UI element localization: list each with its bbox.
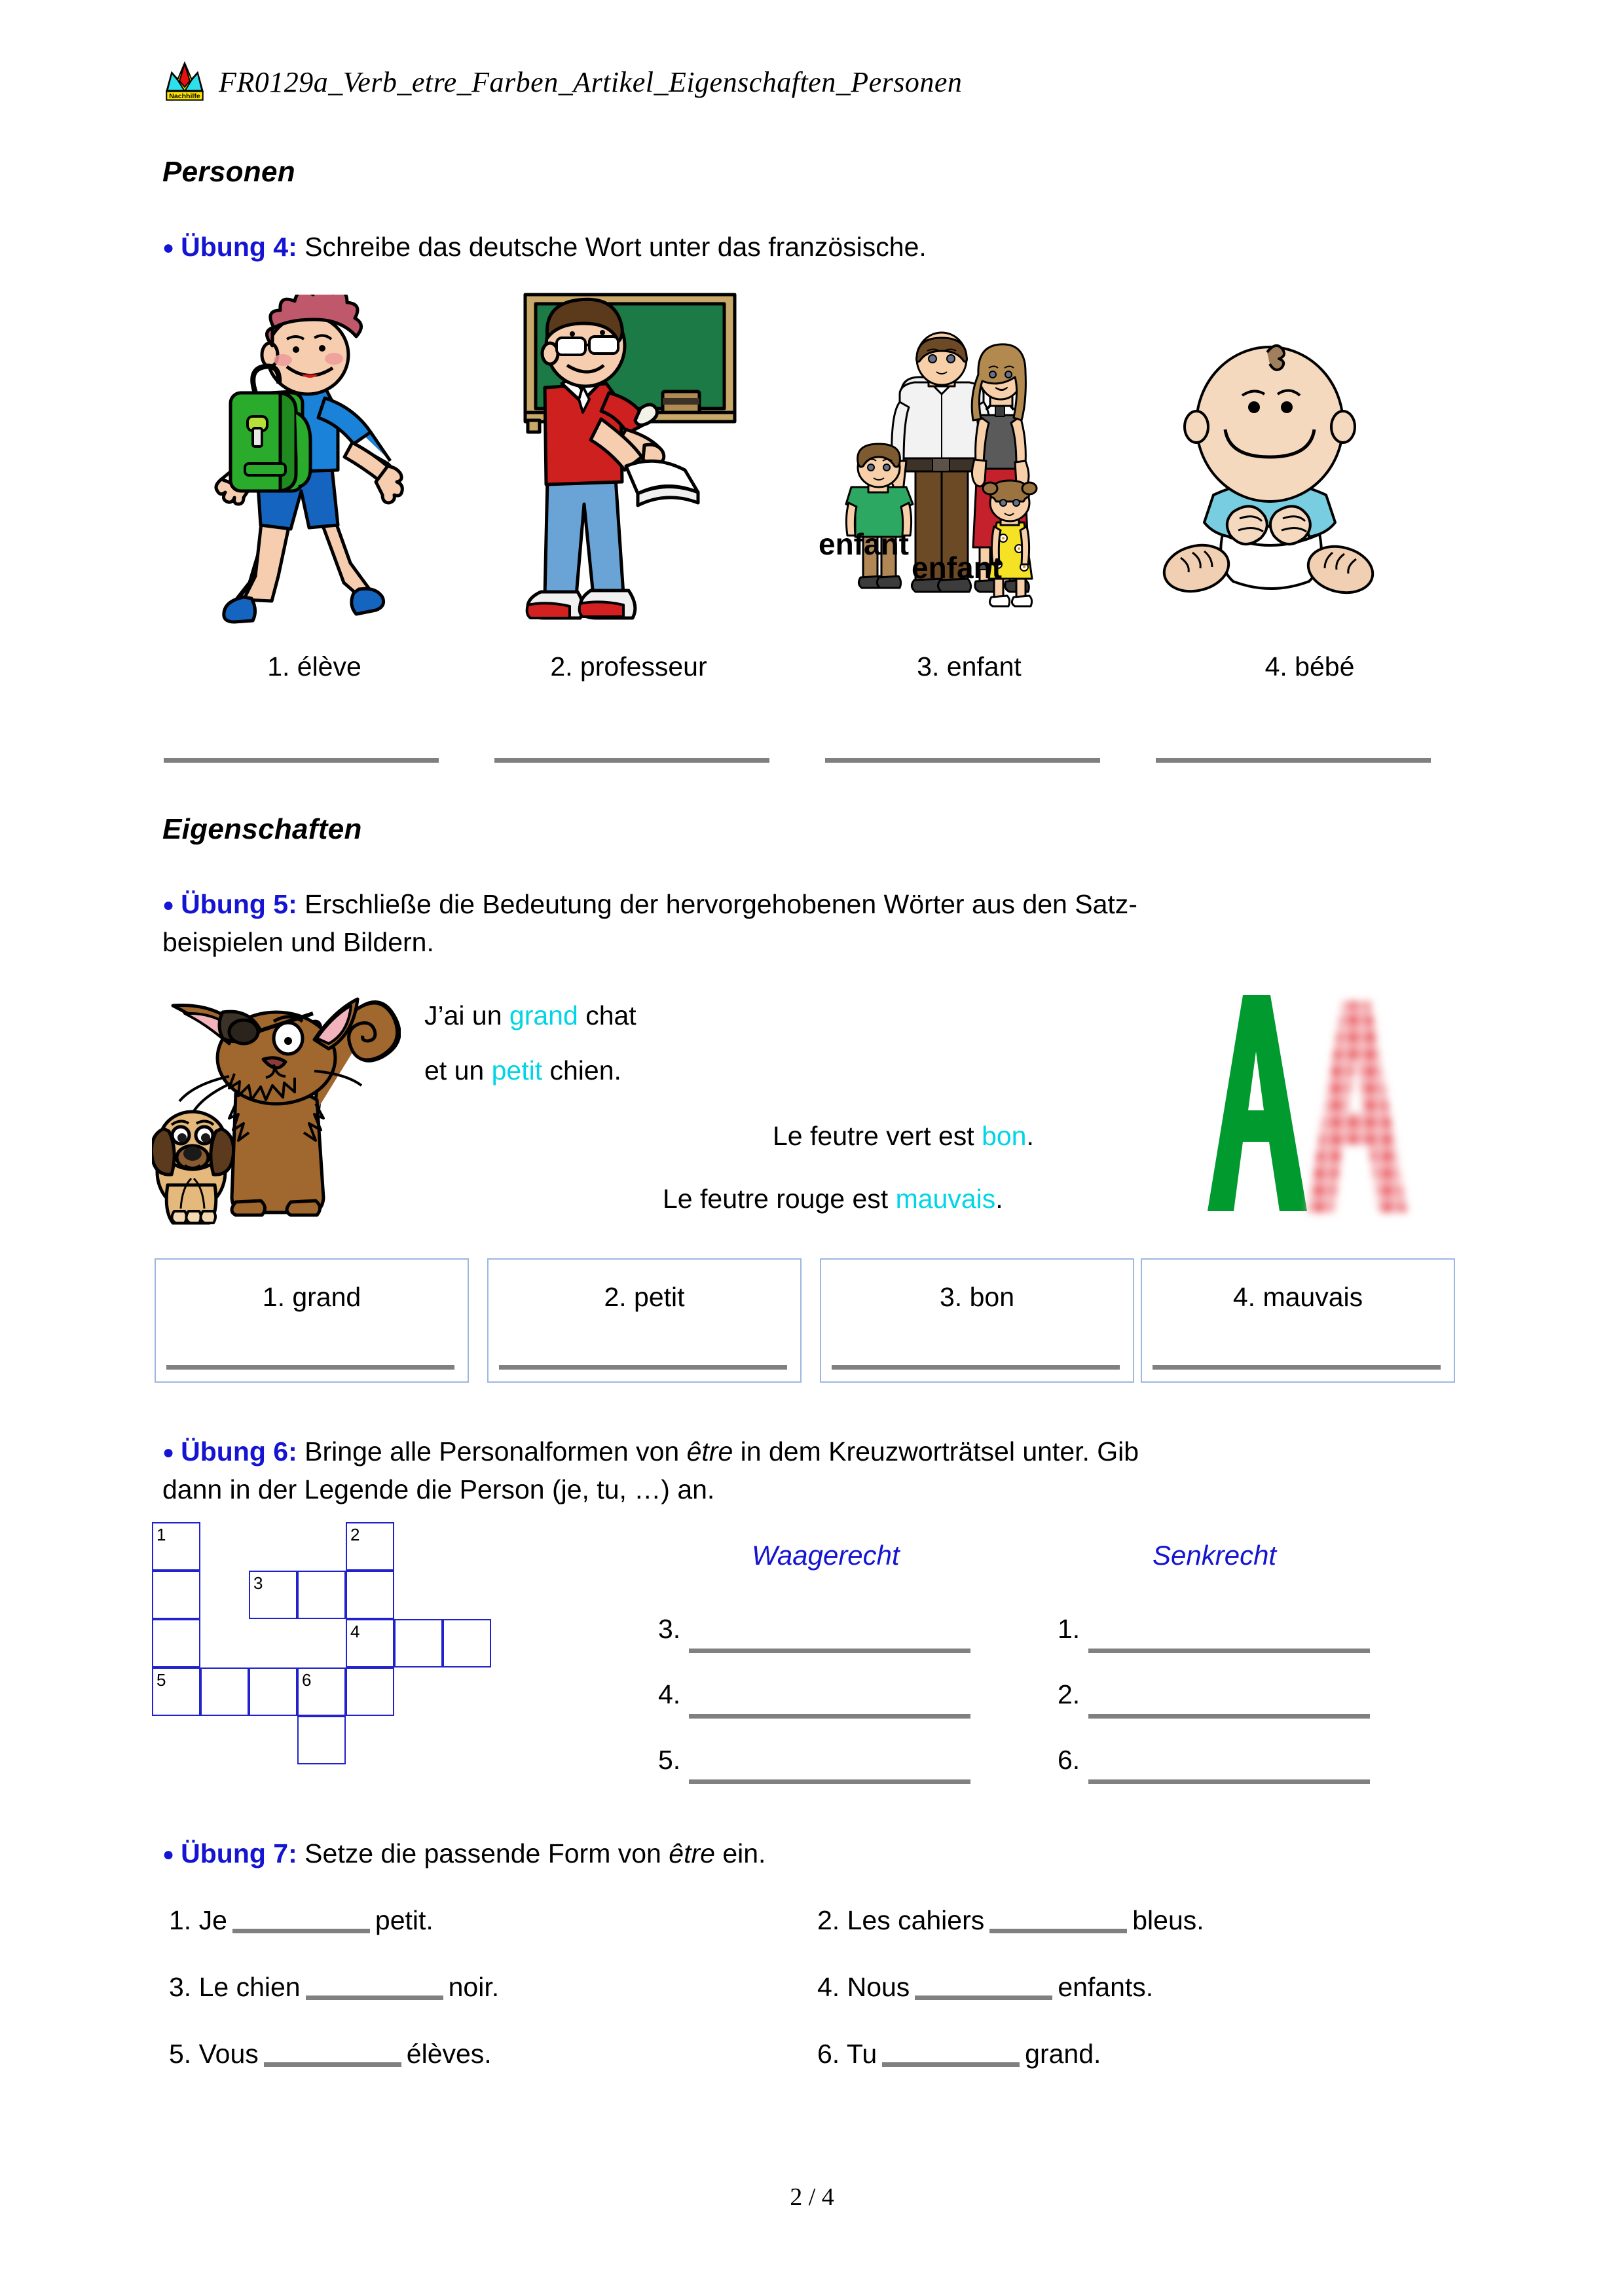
caption-3: 3. enfant <box>917 651 1022 682</box>
legend-across-line-4[interactable] <box>689 1714 970 1719</box>
exercise-7-blank-3[interactable] <box>306 1995 443 2000</box>
exercise-7-sentence-5-after: élèves. <box>406 2039 492 2069</box>
exercise-7-instruction <box>162 1834 1446 1873</box>
legend-down-line-1[interactable] <box>1088 1649 1370 1653</box>
sentence-3-highlight: bon <box>982 1121 1027 1151</box>
crossword-cell-c4r1[interactable] <box>346 1571 394 1619</box>
answer-line-2[interactable] <box>494 758 769 763</box>
legend-down-line-2[interactable] <box>1088 1714 1370 1719</box>
legend-across-item-5: 5. <box>658 1745 681 1775</box>
word-box-3-answer-line[interactable] <box>832 1365 1120 1370</box>
caption-4: 4. bébé <box>1264 651 1355 682</box>
image-big-cat-and-small-dog <box>152 975 401 1241</box>
legend-across-item-3: 3. <box>658 1614 681 1644</box>
word-box-3[interactable] <box>820 1258 1134 1383</box>
sentence-2-after: chien. <box>542 1055 621 1085</box>
exercise-7-verb-etre: être <box>669 1838 715 1868</box>
exercise-7-blank-1[interactable] <box>232 1929 370 1933</box>
crossword-number-2: 2 <box>350 1525 360 1544</box>
exercise-5-instruction-line2-wrap <box>162 923 1446 962</box>
crossword-cell-c6r2[interactable] <box>443 1619 491 1667</box>
faded-red-letter-a-glyph <box>1307 1002 1407 1212</box>
sentence-1-highlight: grand <box>509 1000 578 1030</box>
exercise-6-tag: Übung 6: <box>181 1436 297 1467</box>
word-box-1-answer-line[interactable] <box>166 1365 454 1370</box>
exercise-7-sentence-4-after: enfants. <box>1058 1972 1154 2002</box>
image-letter-a-comparison <box>1145 982 1420 1228</box>
exercise-4-instruction <box>162 228 1446 266</box>
sentence-3-after: . <box>1026 1121 1034 1151</box>
crossword-number-6: 6 <box>302 1670 312 1690</box>
legend-across-item-4: 4. <box>658 1679 681 1709</box>
exercise-6-instruction-part2: in dem Kreuzworträtsel unter. Gib <box>733 1436 1139 1467</box>
sentence-1-after: chat <box>578 1000 637 1030</box>
legend-down-item-1: 1. <box>1058 1614 1080 1644</box>
legend-down-item-6: 6. <box>1058 1745 1080 1775</box>
exercise-7-sentence-4-before: 4. Nous <box>817 1972 910 2002</box>
caption-2: 2. professeur <box>550 651 707 682</box>
sentence-1 <box>424 1000 637 1031</box>
section-heading-eigenschaften: Eigenschaften <box>162 813 362 845</box>
green-letter-a-glyph <box>1208 995 1307 1211</box>
exercise-6-instruction <box>162 1432 1446 1471</box>
word-box-1-label: 1. grand <box>262 1282 361 1312</box>
exercise-7-sentence-6-before: 6. Tu <box>817 2039 877 2069</box>
exercise-6-instruction-line2: dann in der Legende die Person (je, tu, …) an. <box>162 1474 715 1504</box>
exercise-6-verb-etre: être <box>686 1436 733 1467</box>
legend-heading-waagerecht: Waagerecht <box>752 1540 900 1571</box>
crossword-number-5: 5 <box>157 1670 166 1690</box>
sentence-3-before: Le feutre vert est <box>773 1121 982 1151</box>
crossword-cell-c4r0[interactable] <box>346 1522 394 1571</box>
sentence-3 <box>773 1121 1034 1152</box>
exercise-4-instruction-text: Schreibe das deutsche Wort unter das französische. <box>304 232 927 262</box>
crossword-cell-c0r3[interactable] <box>152 1667 200 1716</box>
answer-line-4[interactable] <box>1156 758 1431 763</box>
caption-1: 1. élève <box>267 651 361 682</box>
bullet-icon: ● <box>162 1844 175 1865</box>
answer-line-3[interactable] <box>825 758 1100 763</box>
legend-across-line-3[interactable] <box>689 1649 970 1653</box>
answer-line-1[interactable] <box>164 758 439 763</box>
exercise-5-instruction-line2: beispielen und Bildern. <box>162 927 434 957</box>
svg-text:Nachhilfe: Nachhilfe <box>169 92 200 101</box>
crossword-cell-c1r3[interactable] <box>200 1667 249 1716</box>
exercise-6-instruction-part1: Bringe alle Personalformen von <box>304 1436 687 1467</box>
exercise-5-instruction <box>162 885 1446 924</box>
crossword-cell-c3r3[interactable] <box>297 1667 346 1716</box>
legend-heading-senkrecht: Senkrecht <box>1153 1540 1277 1571</box>
exercise-7-tag: Übung 7: <box>181 1838 297 1868</box>
overlay-label-enfant-girl: enfant <box>912 551 1002 585</box>
crossword-cell-c3r1[interactable] <box>297 1571 346 1619</box>
legend-across-line-5[interactable] <box>689 1779 970 1784</box>
exercise-7-sentence-2 <box>817 1905 1204 1936</box>
bullet-icon: ● <box>162 1442 175 1463</box>
crossword-cell-c0r2[interactable] <box>152 1619 200 1667</box>
exercise-7-sentence-2-after: bleus. <box>1132 1905 1204 1935</box>
sentence-2-highlight: petit <box>491 1055 543 1085</box>
word-box-2-answer-line[interactable] <box>499 1365 787 1370</box>
crossword-cell-c4r3[interactable] <box>346 1667 394 1716</box>
sentence-2 <box>424 1055 621 1086</box>
exercise-7-instruction-part1: Setze die passende Form von <box>304 1838 669 1868</box>
crossword-cell-c5r2[interactable] <box>394 1619 443 1667</box>
sentence-4 <box>663 1184 1003 1214</box>
legend-down-item-2: 2. <box>1058 1679 1080 1709</box>
crossword-cell-c0r0[interactable] <box>152 1522 200 1571</box>
page-footer: 2 / 4 <box>790 2183 834 2211</box>
crossword-cell-c4r2[interactable] <box>346 1619 394 1667</box>
exercise-7-sentence-6-after: grand. <box>1025 2039 1101 2069</box>
exercise-7-blank-2[interactable] <box>989 1929 1127 1933</box>
exercise-7-sentence-4 <box>817 1972 1153 2003</box>
overlay-label-enfant-boy: enfant <box>819 527 909 561</box>
nachhilfe-logo-icon <box>162 60 207 103</box>
exercise-7-sentence-2-before: 2. Les cahiers <box>817 1905 985 1935</box>
exercise-7-instruction-part2: ein. <box>714 1838 766 1868</box>
exercise-7-sentence-1 <box>169 1905 434 1936</box>
exercise-7-sentence-3-before: 3. Le chien <box>169 1972 301 2002</box>
exercise-7-blank-5[interactable] <box>264 2062 401 2067</box>
section-heading-personen: Personen <box>162 156 295 188</box>
exercise-4-image-row <box>157 282 1460 635</box>
word-box-3-label: 3. bon <box>940 1282 1014 1312</box>
image-teacher-at-chalkboard <box>485 288 747 635</box>
word-box-4-label: 4. mauvais <box>1232 1282 1363 1312</box>
sentence-4-before: Le feutre rouge est <box>663 1184 896 1214</box>
document-title: FR0129a_Verb_etre_Farben_Artikel_Eigenschaften_Personen <box>219 65 963 98</box>
exercise-7-sentence-5 <box>169 2039 492 2069</box>
exercise-7-sentence-5-before: 5. Vous <box>169 2039 259 2069</box>
crossword-cell-c0r1[interactable] <box>152 1571 200 1619</box>
exercise-7-sentence-1-before: 1. Je <box>169 1905 227 1935</box>
exercise-5-instruction-line1: Erschließe die Bedeutung der hervorgehobenen Wörter aus den Satz- <box>304 889 1137 919</box>
exercise-7-blank-6[interactable] <box>882 2062 1020 2067</box>
exercise-7-blank-4[interactable] <box>915 1995 1052 2000</box>
word-box-1[interactable] <box>155 1258 469 1383</box>
sentence-4-after: . <box>995 1184 1003 1214</box>
word-box-4-answer-line[interactable] <box>1153 1365 1441 1370</box>
exercise-6-instruction-line2-wrap <box>162 1470 1446 1509</box>
exercise-5-tag: Übung 5: <box>181 889 297 919</box>
crossword-number-1: 1 <box>157 1525 166 1544</box>
document-header <box>162 60 962 103</box>
image-family-of-four <box>819 331 1080 632</box>
exercise-7-sentence-1-after: petit. <box>375 1905 434 1935</box>
exercise-7-sentence-3-after: noir. <box>448 1972 500 2002</box>
word-box-2[interactable] <box>487 1258 802 1383</box>
sentence-4-highlight: mauvais <box>895 1184 996 1214</box>
exercise-4-tag: Übung 4: <box>181 232 297 262</box>
crossword-number-4: 4 <box>350 1622 360 1641</box>
crossword-cell-c2r3[interactable] <box>249 1667 297 1716</box>
word-box-4[interactable] <box>1141 1258 1455 1383</box>
image-sitting-baby <box>1162 340 1378 615</box>
word-box-2-label: 2. petit <box>604 1282 685 1312</box>
exercise-7-sentence-3 <box>169 1972 499 2003</box>
crossword-cell-c2r1[interactable] <box>249 1571 297 1619</box>
exercise-7-sentence-6 <box>817 2039 1101 2069</box>
legend-down-line-6[interactable] <box>1088 1779 1370 1784</box>
crossword-cell-c3r4[interactable] <box>297 1716 346 1764</box>
sentence-2-before: et un <box>424 1055 492 1085</box>
crossword-number-3: 3 <box>253 1573 263 1593</box>
bullet-icon: ● <box>162 237 175 259</box>
image-schoolboy-with-backpack <box>210 295 406 635</box>
sentence-1-before: J’ai un <box>424 1000 509 1030</box>
bullet-icon: ● <box>162 894 175 916</box>
